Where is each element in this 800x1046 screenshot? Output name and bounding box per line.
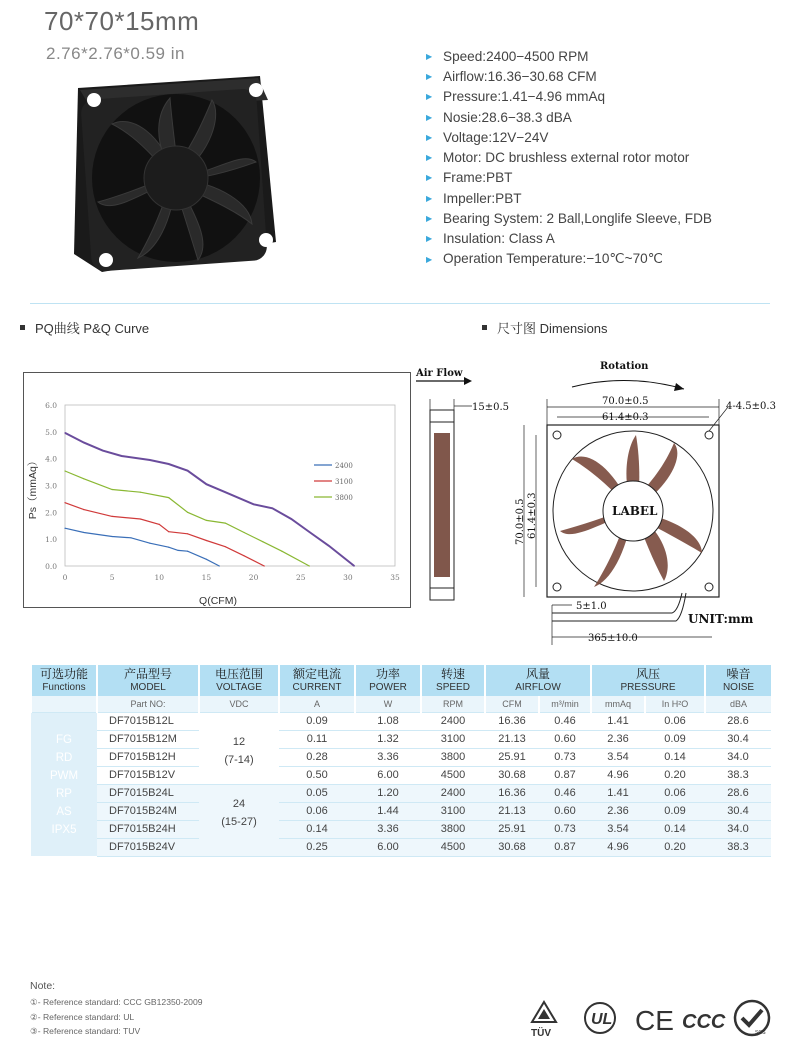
legend-label: 2400	[335, 462, 353, 470]
header-current: 额定电流 CURRENT	[279, 665, 355, 696]
legend-label: 3100	[335, 478, 353, 486]
data-point	[225, 546, 226, 547]
data-point	[253, 504, 254, 505]
data-point	[354, 565, 355, 566]
y-tick-label: 2.0	[45, 508, 57, 518]
ccc-logo-icon	[682, 1011, 726, 1033]
hub-label: LABEL	[612, 504, 658, 518]
table-row	[31, 820, 771, 838]
x-tick-label: 5	[109, 573, 115, 582]
series-line-2400	[65, 528, 219, 566]
vertical-outer-dim: 70.0±0.5	[515, 498, 526, 545]
x-tick-label: 25	[295, 573, 306, 582]
table-row	[31, 802, 771, 820]
data-point	[149, 543, 150, 544]
bullet-icon: ▶	[426, 153, 433, 163]
function-item: PWM	[49, 769, 79, 782]
data-point	[291, 518, 292, 519]
table-cell: 0.73	[539, 748, 591, 766]
table-cell: 2400	[421, 712, 485, 730]
x-tick-label: 20	[248, 573, 259, 582]
table-cell: 0.14	[645, 820, 705, 838]
table-cell: 38.3	[705, 766, 771, 784]
data-point	[112, 516, 113, 517]
data-point	[206, 484, 207, 485]
function-item: RP	[56, 787, 72, 800]
data-point	[168, 547, 169, 548]
svg-text:UL: UL	[591, 1011, 613, 1028]
table-cell: 0.46	[539, 712, 591, 730]
unit-cell: m³/min	[539, 696, 591, 712]
table-cell: 34.0	[705, 748, 771, 766]
table-body	[31, 712, 771, 856]
voltage-range: (7-14)	[224, 753, 254, 766]
voltage-cell	[199, 712, 279, 784]
model-cell: DF7015B24V	[97, 838, 199, 856]
table-cell: 1.41	[591, 784, 645, 802]
dimension-drawing	[412, 355, 792, 645]
table-cell: 0.06	[645, 712, 705, 730]
sgs-logo-icon	[735, 1001, 769, 1036]
bullet-icon: ▶	[426, 214, 433, 224]
square-bullet-icon	[20, 325, 25, 330]
table-cell: 1.08	[355, 712, 421, 730]
unit-cell: CFM	[485, 696, 539, 712]
table-cell: 21.13	[485, 730, 539, 748]
vertical-spacing-dim: 61.4±0.3	[527, 492, 538, 539]
model-cell: DF7015B24H	[97, 820, 199, 838]
voltage-nominal: 24	[232, 797, 246, 810]
header-pressure: 风压 PRESSURE	[591, 665, 705, 696]
data-point	[159, 524, 160, 525]
spec-item: ▶ Pressure:1.41−4.96 mmAq	[426, 89, 606, 105]
data-point	[168, 531, 169, 532]
header-model: 产品型号 MODEL	[97, 665, 199, 696]
table-cell: 28.6	[705, 784, 771, 802]
svg-text:SGS: SGS	[755, 1030, 766, 1036]
table-cell: 0.20	[645, 766, 705, 784]
note-item: ①- Reference standard: CCC GB12350-2009	[30, 997, 203, 1007]
note-list	[30, 995, 203, 1039]
unit-cell: VDC	[199, 696, 279, 712]
spec-item: ▶ Motor: DC brushless external rotor motor	[426, 150, 690, 166]
table-cell: 0.87	[539, 838, 591, 856]
data-point	[225, 492, 226, 493]
table-cell: 0.11	[279, 730, 355, 748]
table-cell: 28.6	[705, 712, 771, 730]
table-cell: 25.91	[485, 748, 539, 766]
data-point	[309, 565, 310, 566]
table-cell: 6.00	[355, 838, 421, 856]
data-point	[225, 522, 226, 523]
table-cell: 3.36	[355, 748, 421, 766]
data-point	[206, 520, 207, 521]
airflow-label: Air Flow	[416, 368, 463, 379]
table-cell: 16.36	[485, 784, 539, 802]
data-point	[64, 432, 65, 433]
data-point	[281, 551, 282, 552]
voltage-nominal: 12	[232, 735, 246, 748]
spec-item: ▶ Speed:2400−4500 RPM	[426, 48, 589, 64]
certification-logos	[530, 998, 775, 1040]
table-cell: 30.68	[485, 838, 539, 856]
data-point	[244, 532, 245, 533]
data-point	[112, 536, 113, 537]
spec-item: ▶ Airflow:16.36−30.68 CFM	[426, 68, 597, 84]
data-point	[244, 555, 245, 556]
table-cell: 0.28	[279, 748, 355, 766]
function-item: FG	[56, 733, 72, 746]
table-cell: 4.96	[591, 838, 645, 856]
data-point	[140, 518, 141, 519]
y-tick-label: 4.0	[45, 454, 57, 464]
unit-cell: RPM	[421, 696, 485, 712]
table-row	[31, 712, 771, 730]
wire-length-dim: 365±10.0	[588, 633, 638, 644]
table-cell: 1.20	[355, 784, 421, 802]
data-point	[64, 502, 65, 503]
table-cell: 2.36	[591, 802, 645, 820]
table-cell: 0.73	[539, 820, 591, 838]
data-point	[178, 550, 179, 551]
model-cell: DF7015B12L	[97, 712, 199, 730]
header-noise: 噪音 NOISE	[705, 665, 771, 696]
header-functions: 可选功能 Functions	[31, 665, 97, 696]
pq-chart	[23, 372, 411, 608]
table-cell: 2.36	[591, 730, 645, 748]
model-cell: DF7015B24M	[97, 802, 199, 820]
table-cell: 4500	[421, 838, 485, 856]
table-cell: 25.91	[485, 820, 539, 838]
spec-list	[426, 46, 712, 269]
table-cell: 1.32	[355, 730, 421, 748]
table-header-row	[31, 665, 771, 696]
unit-cell: A	[279, 696, 355, 712]
table-cell: 30.68	[485, 766, 539, 784]
data-point	[149, 459, 150, 460]
data-point	[168, 497, 169, 498]
spec-item: ▶ Nosie:28.6−38.3 dBA	[426, 109, 572, 125]
table-cell: 0.06	[279, 802, 355, 820]
rotation-arrow-icon	[674, 383, 684, 391]
spec-item: ▶ Impeller:PBT	[426, 190, 522, 206]
svg-text:CE: CE	[635, 1005, 674, 1036]
model-cell: DF7015B12M	[97, 730, 199, 748]
table-cell: 0.46	[539, 784, 591, 802]
table-cell: 0.09	[645, 802, 705, 820]
table-cell: 0.06	[645, 784, 705, 802]
legend-label: 3800	[335, 494, 353, 502]
spec-item: ▶ Frame:PBT	[426, 170, 513, 186]
x-tick-label: 15	[201, 573, 212, 582]
x-tick-label: 10	[154, 573, 165, 582]
table-row	[31, 748, 771, 766]
pq-chart-svg	[24, 373, 412, 609]
data-point	[112, 489, 113, 490]
y-tick-label: 1.0	[45, 535, 57, 545]
unit-cell: In H²O	[645, 696, 705, 712]
unit-label: UNIT:mm	[688, 612, 754, 626]
page-subtitle: 2.76*2.76*0.59 in	[46, 44, 185, 63]
bullet-icon: ▶	[426, 193, 433, 203]
table-cell: 3800	[421, 820, 485, 838]
y-tick-label: 6.0	[45, 401, 57, 410]
header-power: 功率 POWER	[355, 665, 421, 696]
table-cell: 3.36	[355, 820, 421, 838]
data-point	[310, 532, 311, 533]
table-cell: 0.14	[645, 748, 705, 766]
rotation-label: Rotation	[600, 361, 649, 372]
table-cell: 1.44	[355, 802, 421, 820]
table-cell: 16.36	[485, 712, 539, 730]
hole-dim: 4-4.5±0.3	[726, 401, 776, 412]
table-cell: 0.50	[279, 766, 355, 784]
note-item: ③- Reference standard: TUV	[30, 1026, 141, 1036]
table-row	[31, 766, 771, 784]
svg-text:TÜV: TÜV	[531, 1028, 551, 1039]
data-point	[206, 559, 207, 560]
spec-item: ▶ Voltage:12V−24V	[426, 129, 549, 145]
table-cell: 1.41	[591, 712, 645, 730]
function-item: AS	[56, 805, 72, 818]
table-cell: 0.05	[279, 784, 355, 802]
outer-dim: 70.0±0.5	[602, 396, 649, 407]
table-cell: 0.20	[645, 838, 705, 856]
bullet-icon: ▶	[426, 112, 433, 122]
table-cell: 4500	[421, 766, 485, 784]
table-cell: 4.96	[591, 766, 645, 784]
table-cell: 3.54	[591, 820, 645, 838]
y-tick-label: 3.0	[45, 481, 57, 491]
x-tick-label: 35	[390, 573, 400, 582]
table-cell: 0.25	[279, 838, 355, 856]
unit-cell: Part NO:	[97, 696, 199, 712]
table-unit-row	[31, 696, 771, 712]
table-cell: 0.09	[645, 730, 705, 748]
unit-cell: W	[355, 696, 421, 712]
square-bullet-icon	[482, 325, 487, 330]
data-point	[187, 533, 188, 534]
unit-cell: mmAq	[591, 696, 645, 712]
table-cell: 30.4	[705, 730, 771, 748]
header-airflow: 风量 AIRFLOW	[485, 665, 591, 696]
spec-item: ▶ Bearing System: 2 Ball,Longlife Sleeve, FDB	[426, 211, 712, 227]
table-row	[31, 838, 771, 856]
tuv-logo-icon	[531, 1002, 556, 1039]
data-point	[168, 463, 169, 464]
table-row	[31, 730, 771, 748]
table-cell: 3100	[421, 730, 485, 748]
y-tick-label: 5.0	[45, 427, 57, 437]
function-item: RD	[55, 751, 73, 764]
header-voltage: 电压范围 VOLTAGE	[199, 665, 279, 696]
spec-item: ▶ Operation Temperature:−10℃~70℃	[426, 251, 663, 267]
data-point	[140, 492, 141, 493]
spec-item: ▶ Insulation: Class A	[426, 231, 555, 247]
ce-logo-icon	[635, 1005, 674, 1036]
table-cell: 3100	[421, 802, 485, 820]
functions-cell	[31, 712, 97, 856]
table-cell: 0.60	[539, 802, 591, 820]
bullet-icon: ▶	[426, 51, 433, 61]
data-point	[328, 545, 329, 546]
data-point	[64, 470, 65, 471]
table-cell: 30.4	[705, 802, 771, 820]
data-point	[83, 532, 84, 533]
model-cell: DF7015B12H	[97, 748, 199, 766]
fan-product-image	[72, 74, 278, 274]
page-title: 70*70*15mm	[44, 6, 200, 36]
bullet-icon: ▶	[426, 173, 433, 183]
y-axis-label: Ps（mmAq）	[27, 455, 39, 520]
wire-strip-dim: 5±1.0	[576, 601, 607, 612]
table-cell: 34.0	[705, 820, 771, 838]
data-point	[102, 450, 103, 451]
y-tick-label: 0.0	[45, 562, 57, 571]
data-point	[219, 565, 220, 566]
bullet-icon: ▶	[426, 234, 433, 244]
dimensions-heading: 尺寸图 Dimensions	[482, 318, 608, 337]
table-cell: 3800	[421, 748, 485, 766]
data-point	[187, 470, 188, 471]
voltage-cell	[199, 784, 279, 856]
data-point	[206, 540, 207, 541]
data-point	[121, 455, 122, 456]
table-cell: 6.00	[355, 766, 421, 784]
function-item: IPX5	[51, 823, 77, 836]
spec-table	[30, 665, 771, 857]
data-point	[264, 565, 265, 566]
note-item: ②- Reference standard: UL	[30, 1011, 135, 1022]
header-speed: 转速 SPEED	[421, 665, 485, 696]
table-cell: 0.14	[279, 820, 355, 838]
model-cell: DF7015B24L	[97, 784, 199, 802]
thickness-dim: 15±0.5	[472, 402, 510, 413]
data-point	[272, 508, 273, 509]
table-cell: 0.60	[539, 730, 591, 748]
svg-text:CCC: CCC	[682, 1011, 726, 1033]
table-row	[31, 784, 771, 802]
series-line-4500	[65, 433, 354, 566]
model-cell: DF7015B12V	[97, 766, 199, 784]
table-cell: 3.54	[591, 748, 645, 766]
bullet-icon: ▶	[426, 71, 433, 81]
table-cell: 2400	[421, 784, 485, 802]
data-point	[83, 478, 84, 479]
data-point	[187, 551, 188, 552]
unit-cell: dBA	[705, 696, 771, 712]
note-title: Note:	[30, 980, 56, 992]
data-point	[83, 509, 84, 510]
hole-spacing-dim: 61.4±0.3	[602, 412, 649, 423]
voltage-range: (15-27)	[221, 815, 257, 828]
bullet-icon: ▶	[426, 92, 433, 102]
x-tick-label: 30	[343, 573, 353, 582]
airflow-arrow-icon	[464, 377, 472, 385]
data-point	[64, 528, 65, 529]
bullet-icon: ▶	[426, 254, 433, 264]
data-point	[187, 512, 188, 513]
x-tick-label: 0	[62, 573, 68, 582]
table-cell: 38.3	[705, 838, 771, 856]
section-divider	[30, 303, 770, 304]
table-cell: 0.09	[279, 712, 355, 730]
data-point	[130, 537, 131, 538]
pq-curve-heading: PQ曲线 P&Q Curve	[20, 318, 149, 337]
data-point	[83, 442, 84, 443]
data-point	[262, 541, 263, 542]
table-cell: 0.87	[539, 766, 591, 784]
table-cell: 21.13	[485, 802, 539, 820]
ul-logo-icon	[585, 1003, 615, 1033]
bullet-icon: ▶	[426, 132, 433, 142]
x-axis-label: Q(CFM)	[199, 595, 237, 607]
